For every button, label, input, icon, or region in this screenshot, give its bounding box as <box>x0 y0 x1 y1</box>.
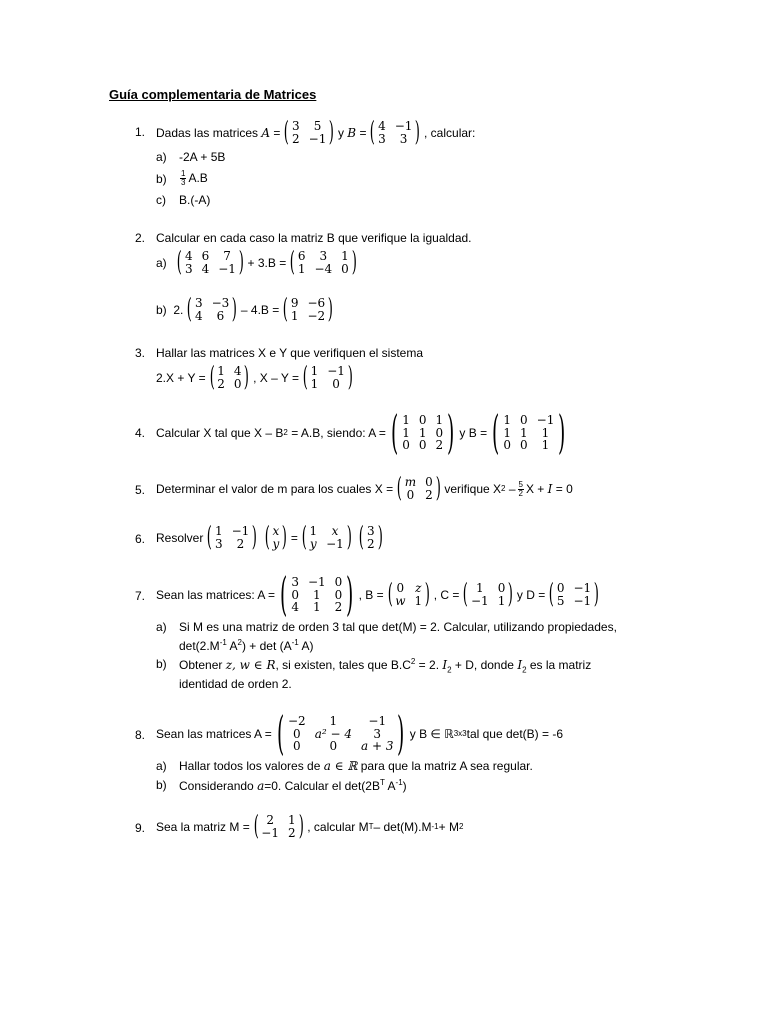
matrix-cell: 1 <box>329 714 338 729</box>
matrix-x: ( m 0 0 2 ) <box>396 472 441 504</box>
matrix-cell: 1 <box>414 594 423 608</box>
matrix-cell: 3 <box>319 249 328 264</box>
exercise-number: 6. <box>134 532 145 546</box>
var-b: B <box>347 125 357 140</box>
item-text: identidad de orden 2. <box>179 677 292 691</box>
matrix-cell: 1 <box>402 413 410 428</box>
vector: ( x y ) <box>264 521 288 553</box>
matrix-cell: 1 <box>503 413 511 428</box>
matrix-cell: −1 <box>307 575 326 590</box>
matrix-cell: 3 <box>373 726 382 741</box>
equals: = <box>273 125 281 140</box>
matrix-cell: −1 <box>231 524 250 539</box>
item-text: Considerando a=0. Calcular el $\det(2B^T$ $A^{-1}$) <box>179 778 407 793</box>
matrix-b: ( 4 −1 3 3 ) <box>370 116 421 148</box>
matrix-cell: 4 <box>233 364 242 379</box>
matrix-cell: 1 <box>402 425 410 440</box>
matrix-cell: 6 <box>297 249 306 264</box>
matrix-cell: 0 <box>402 438 410 453</box>
matrix-cell: 1 <box>503 425 511 440</box>
matrix-cell: 1 <box>341 249 349 264</box>
exercise-2b: b) 2. ( 3 −3 4 6 ) – 4.B = ( 9 −6 1 −2 ) <box>156 293 334 325</box>
matrix-m: ( 2 1 −1 2 ) <box>253 810 304 842</box>
matrix-a: ( −2 1 −1 0 a² − 4 3 0 0 a + 3 ) <box>276 707 405 761</box>
matrix-a: ( 1 0 1 1 1 0 0 0 2 ) <box>390 406 455 460</box>
matrix: ( 6 3 1 1 −4 0 ) <box>289 246 357 278</box>
matrix-cell: 1 <box>217 364 225 379</box>
matrix-cell: 0 <box>334 575 343 590</box>
matrix: ( 1 −1 1 0 ) <box>302 361 353 393</box>
matrix: ( 1 x y −1 ) <box>301 521 352 553</box>
item-label: b) <box>156 657 167 671</box>
matrix-cell: 1 <box>313 600 321 615</box>
matrix-cell: 0 <box>435 425 444 440</box>
item-label: a) <box>156 759 167 773</box>
matrix-cell: 0 <box>497 581 506 596</box>
matrix-cell: 0 <box>332 377 340 391</box>
matrix-cell: 3 <box>214 537 223 551</box>
exercise-9: Sea la matriz M = ( 2 1 −1 2 ) , calcular M T – det(M).M -1 + M 2 <box>156 810 464 842</box>
item-text: Si M es una matriz de orden 3 tal que det(M) = 2. Calcular, utilizando propiedades, <box>179 620 617 634</box>
matrix-cell: −1 <box>368 714 387 729</box>
matrix-cell: 1 <box>310 377 319 391</box>
matrix-cell: 3 <box>291 575 299 590</box>
item-text: Obtener z, w ∈ R, si existen, tales que $B.C^2 = 2$. $I_2 + D$, donde $I_2$ es la matriz <box>179 657 592 675</box>
exercise-text: Hallar las matrices X e Y que verifiquen el sistema <box>156 346 424 360</box>
matrix-cell: 2 <box>217 377 225 391</box>
matrix-cell: 1 <box>297 262 306 276</box>
item-text: Hallar todos los valores de a ∈ ℝ para que la matriz A sea regular. <box>179 759 533 773</box>
matrix: ( 4 6 7 3 4 −1 ) <box>177 246 244 278</box>
exercise-3-system: 2.X + Y = ( 1 4 2 0 ) , X – Y = ( 1 −1 1 0 ) <box>156 361 353 393</box>
matrix-cell: z <box>415 581 422 596</box>
matrix-cell: 1 <box>476 581 484 596</box>
matrix-cell: 3 <box>292 119 300 134</box>
matrix: ( 9 −6 1 −2 ) <box>282 293 334 325</box>
matrix-cell: −1 <box>261 826 279 840</box>
matrix-cell: 0 <box>334 587 343 602</box>
matrix-cell: −1 <box>218 262 236 276</box>
matrix: ( 3 −3 4 6 ) <box>187 293 238 325</box>
exercise-number: 4. <box>134 426 145 440</box>
matrix-cell: 2 <box>367 537 375 551</box>
matrix-cell: 2 <box>236 537 245 551</box>
exercise-number: 9. <box>134 821 145 835</box>
matrix-cell: −3 <box>211 296 230 311</box>
matrix-cell: 1 <box>520 425 528 440</box>
matrix-cell: −6 <box>307 296 326 311</box>
matrix-cell: x <box>272 524 280 539</box>
matrix-cell: 1 <box>313 587 321 602</box>
matrix-cell: −1 <box>394 119 413 134</box>
matrix-cell: −1 <box>308 132 327 146</box>
matrix-cell: 0 <box>293 726 301 741</box>
matrix-cell: 9 <box>290 296 299 311</box>
exercise-1 <box>156 117 475 149</box>
matrix-cell: 2 <box>425 488 433 502</box>
exercise-number: 5. <box>134 483 145 497</box>
matrix-cell: 0 <box>503 438 511 453</box>
item-text: $\det(2.M^{-1}$ $A^2) + \det (A^{-1}$ A) <box>179 638 314 653</box>
matrix-cell: a + 3 <box>361 739 394 754</box>
matrix-cell: 4 <box>184 249 193 264</box>
exercise-number: 7. <box>134 589 145 603</box>
matrix-cell: 0 <box>520 413 528 428</box>
matrix-cell: 0 <box>418 413 427 428</box>
matrix-a: ( 3 −1 0 0 1 0 4 1 2 ) <box>280 568 354 622</box>
matrix-cell: 1 <box>310 364 319 379</box>
item-text: $\frac{1}{3}$ A.B <box>181 168 208 187</box>
exercise-number: 3. <box>134 346 145 360</box>
matrix-cell: a² − 4 <box>314 726 352 741</box>
matrix-cell: −1 <box>470 594 489 608</box>
matrix-cell: −1 <box>573 594 592 608</box>
matrix-cell: −1 <box>327 364 345 379</box>
text: Dadas las matrices <box>156 125 259 140</box>
equals: = <box>359 125 367 140</box>
item-label: b) <box>156 778 167 792</box>
matrix: ( 1 4 2 0 ) <box>209 361 250 393</box>
matrix-cell: −4 <box>314 262 333 276</box>
matrix-cell: 1 <box>309 524 318 539</box>
matrix-cell: 5 <box>313 119 322 134</box>
matrix-cell: 1 <box>541 438 550 453</box>
matrix-cell: 2 <box>266 813 274 828</box>
matrix-cell: 1 <box>290 309 299 323</box>
text: y <box>337 125 344 140</box>
matrix-cell: 0 <box>520 438 528 453</box>
matrix-cell: 0 <box>406 488 415 502</box>
matrix-cell: 4 <box>194 309 203 323</box>
item-label: b) <box>156 172 167 186</box>
matrix-cell: 0 <box>329 739 338 754</box>
exercise-8: Sean las matrices A = ( −2 1 −1 0 a² − 4 3 0 0 a + 3 ) y B ∈ ℝ 3x3 tal que det(B) = -6 <box>156 707 564 761</box>
matrix-cell: 6 <box>216 309 225 323</box>
matrix-cell: w <box>395 594 406 608</box>
matrix-cell: 1 <box>214 524 223 539</box>
item-label: a) <box>156 620 167 634</box>
matrix-cell: 3 <box>378 132 386 146</box>
exercise-6: Resolver ( 1 −1 3 2 ) ( x y ) = ( 1 x y −1 ) ( 3 2 ) <box>156 521 383 553</box>
item-label: c) <box>156 193 166 207</box>
matrix-cell: 0 <box>341 262 349 276</box>
matrix-cell: 0 <box>396 581 405 596</box>
matrix-b: ( 0 z w 1 ) <box>387 578 430 610</box>
exercise-4: Calcular X tal que X – B 2 = A.B, siendo: A = ( 1 0 1 1 1 0 0 0 2 ) y B = ( 1 0 −1 1 1 1 0 0 1 ) <box>156 410 571 456</box>
matrix-cell: 1 <box>418 425 427 440</box>
matrix-cell: −1 <box>326 537 344 551</box>
matrix-cell: 4 <box>201 262 210 276</box>
item-text: -2A + 5B <box>179 150 226 164</box>
matrix-cell: 0 <box>556 581 565 596</box>
matrix-cell: 1 <box>435 413 444 428</box>
matrix-cell: 3 <box>399 132 408 146</box>
exercise-number: 2. <box>134 231 145 245</box>
matrix-cell: 3 <box>367 524 375 539</box>
fraction: $\frac{1}{3}$ <box>181 168 186 187</box>
matrix-cell: 6 <box>201 249 210 264</box>
matrix-cell: −2 <box>307 309 326 323</box>
matrix-cell: 3 <box>184 262 193 276</box>
matrix-cell: 2 <box>435 438 444 453</box>
var-a: A <box>261 125 271 140</box>
matrix-cell: y <box>272 537 280 551</box>
matrix-b: ( 1 0 −1 1 1 1 0 0 1 ) <box>492 406 566 460</box>
fraction: $\frac{5}{2}$ <box>518 479 523 498</box>
matrix-cell: 1 <box>541 425 550 440</box>
vector: ( 3 2 ) <box>359 521 383 553</box>
item-label: a) <box>156 150 167 164</box>
matrix-cell: 2 <box>292 132 300 146</box>
matrix-cell: 3 <box>194 296 203 311</box>
matrix-cell: 2 <box>288 826 296 840</box>
exercise-text: Calcular en cada caso la matriz B que verifique la igualdad. <box>156 231 472 245</box>
item-text: B.(-A) <box>179 193 211 207</box>
matrix-d: ( 0 −1 5 −1 ) <box>548 578 600 610</box>
exercise-number: 8. <box>134 728 145 742</box>
matrix-cell: −2 <box>288 714 306 729</box>
matrix-cell: 7 <box>223 249 231 264</box>
matrix-cell: 0 <box>418 438 427 453</box>
matrix-cell: 0 <box>293 739 301 754</box>
page-title: Guía complementaria de Matrices <box>109 87 317 102</box>
matrix-c: ( 1 0 −1 1 ) <box>463 578 514 610</box>
matrix-cell: −1 <box>573 581 592 596</box>
matrix-cell: x <box>331 524 339 539</box>
matrix-cell: y <box>309 537 317 551</box>
exercise-number: 1. <box>134 125 145 139</box>
matrix-cell: 1 <box>288 813 296 828</box>
matrix-cell: 0 <box>233 377 242 391</box>
exercise-2a: a) ( 4 6 7 3 4 −1 ) + 3.B = ( 6 3 1 1 −4 0 ) <box>156 246 357 278</box>
matrix-cell: 2 <box>334 600 343 615</box>
exercise-7: Sean las matrices: A = ( 3 −1 0 0 1 0 4 1 2 ) , B = ( 0 z w 1 ) , C = ( 1 0 −1 1 ) y D = ( 0 −1 5 −1 ) <box>156 568 600 622</box>
matrix-cell: 4 <box>291 600 299 615</box>
exercise-5: Determinar el valor de m para los cuales X = ( m 0 0 2 ) verifique X 2 – $\frac{5}{2}$ X + I = 0 <box>156 472 573 504</box>
matrix-a: ( 3 5 2 −1 ) <box>284 116 335 148</box>
matrix-cell: m <box>404 475 417 490</box>
matrix-cell: 4 <box>378 119 386 134</box>
matrix-cell: −1 <box>536 413 555 428</box>
matrix: ( 1 −1 3 2 ) <box>207 521 258 553</box>
matrix-cell: 1 <box>497 594 506 608</box>
matrix-cell: 0 <box>291 587 299 602</box>
matrix-cell: 5 <box>556 594 565 608</box>
matrix-cell: 0 <box>425 475 433 490</box>
text: , calcular: <box>424 125 476 140</box>
